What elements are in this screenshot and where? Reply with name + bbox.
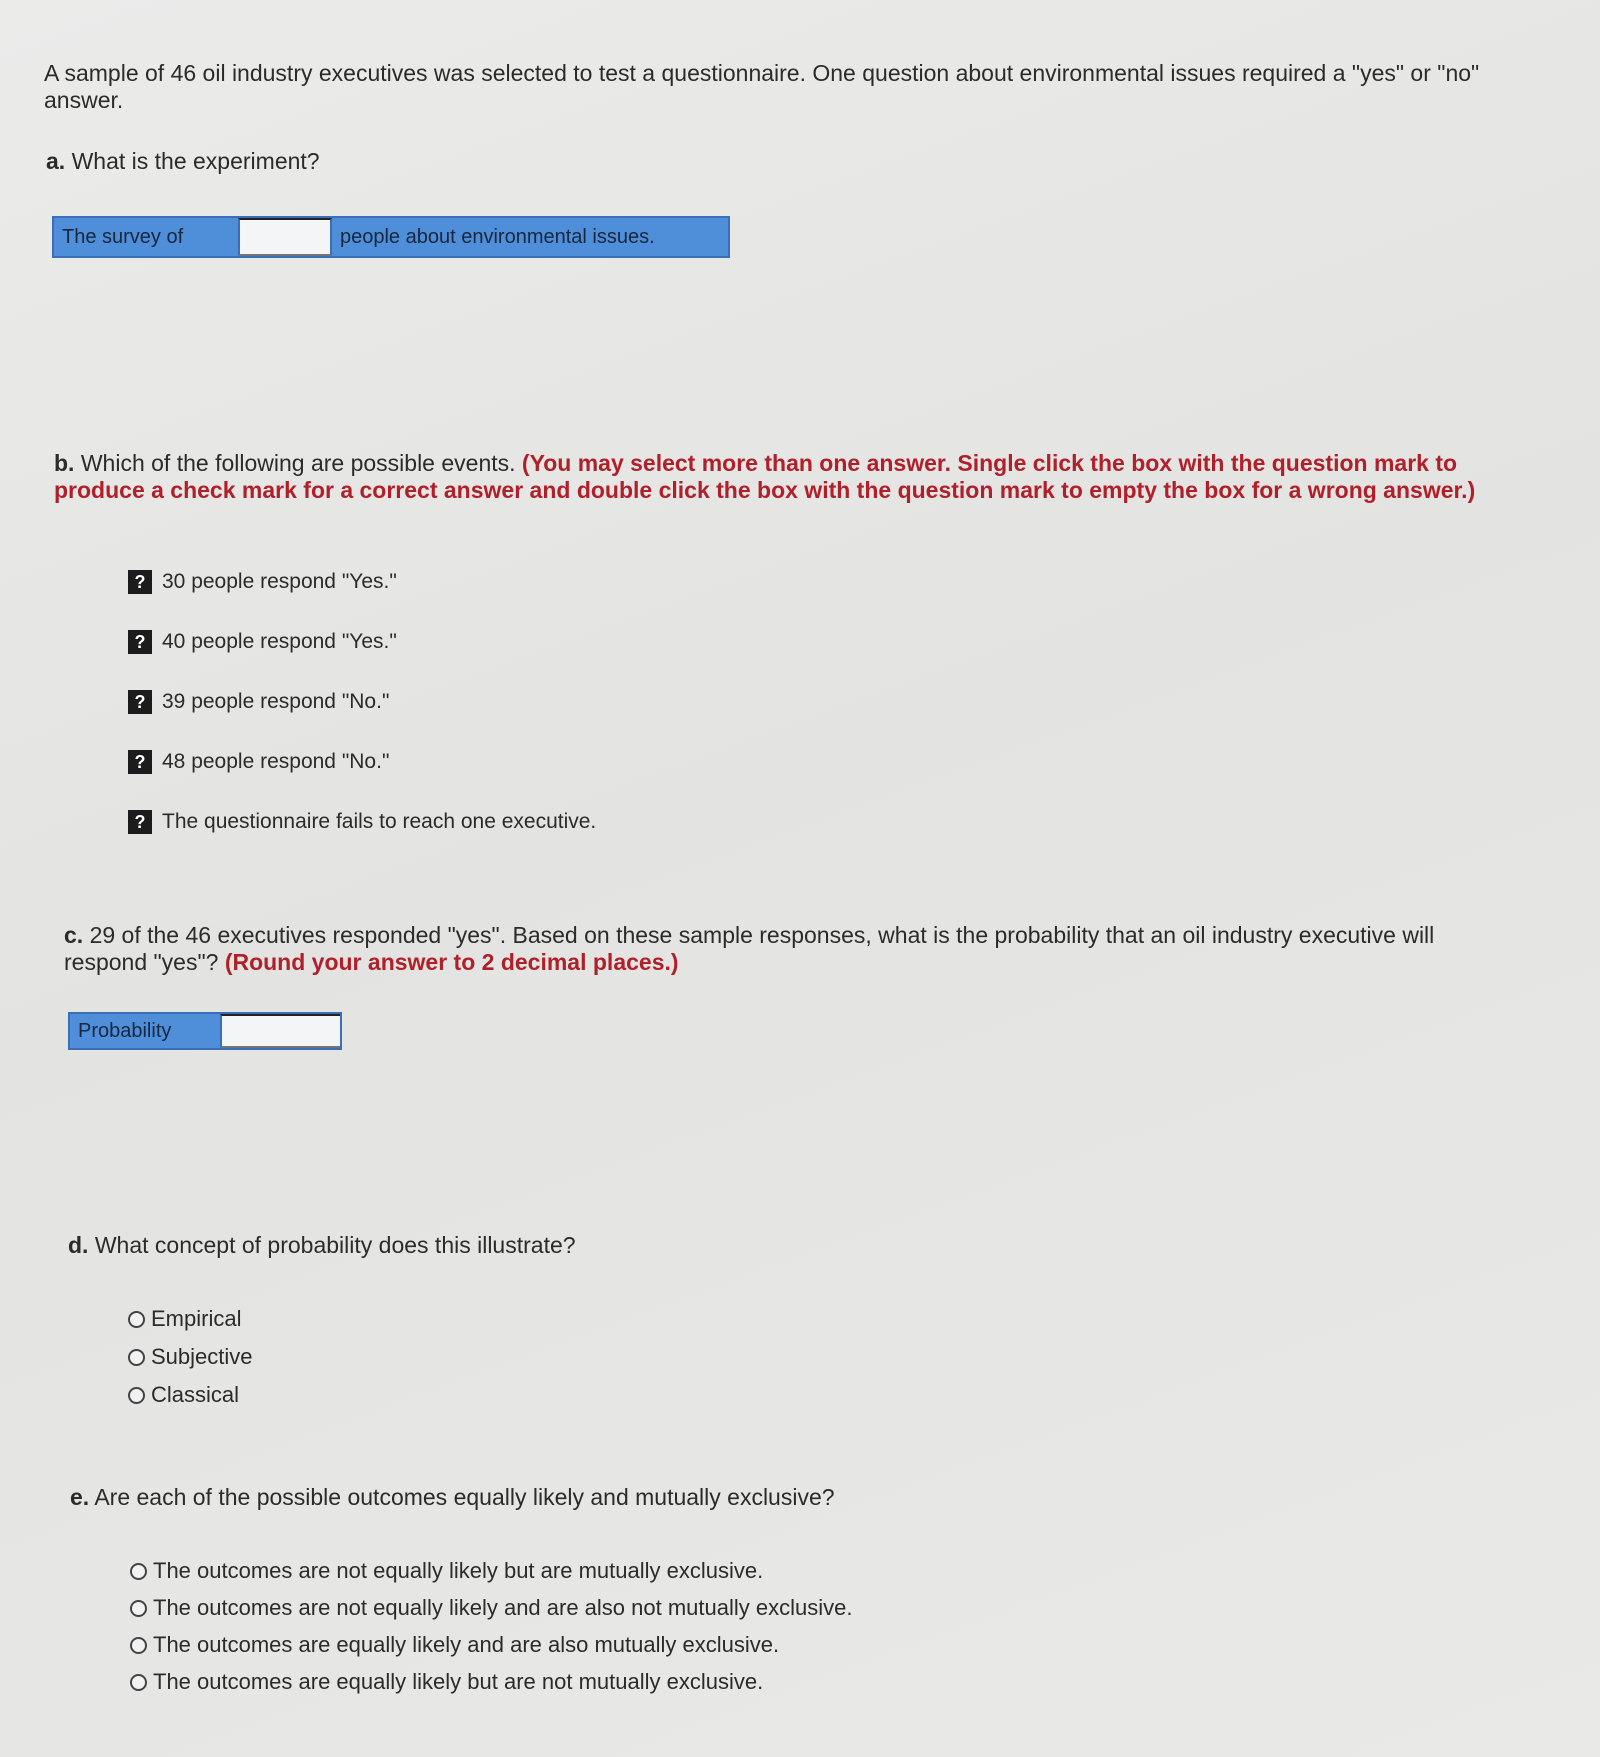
event-option-5[interactable]	[128, 810, 596, 834]
event-option-4[interactable]	[128, 750, 389, 774]
event-option-label: 30 people respond "Yes."	[162, 570, 397, 593]
part-e-letter: e.	[70, 1484, 90, 1510]
part-d-question	[68, 1232, 576, 1259]
concept-option-label: Classical	[151, 1382, 240, 1407]
part-a-text: What is the experiment?	[71, 148, 320, 174]
question-mark-checkbox[interactable]: ?	[128, 570, 152, 594]
part-a-letter: a.	[46, 148, 66, 174]
concept-option-classical[interactable]	[128, 1382, 239, 1408]
outcome-option-3[interactable]	[130, 1632, 779, 1658]
part-b-text: Which of the following are possible events.	[80, 450, 516, 476]
question-mark-checkbox[interactable]: ?	[128, 690, 152, 714]
radio-button[interactable]	[128, 1349, 145, 1366]
probability-label: Probability	[70, 1014, 220, 1048]
event-option-2[interactable]	[128, 630, 397, 654]
outcome-option-label: The outcomes are equally likely but are not mutually exclusive.	[153, 1669, 764, 1694]
part-d-letter: d.	[68, 1232, 89, 1258]
radio-button[interactable]	[130, 1674, 147, 1691]
radio-button[interactable]	[130, 1637, 147, 1654]
part-a-question	[46, 148, 320, 175]
event-option-3[interactable]	[128, 690, 389, 714]
part-c-text: 29 of the 46 executives responded "yes". Based on these sample responses, what is the probability that an oil industry executive will respond "yes"?	[64, 922, 1435, 975]
outcome-option-2[interactable]	[130, 1595, 852, 1621]
question-mark-checkbox[interactable]: ?	[128, 750, 152, 774]
event-option-label: 39 people respond "No."	[162, 690, 390, 713]
part-c-letter: c.	[64, 922, 84, 948]
part-b-instruction: (You may select more than one answer. Single click the box with the question mark to produce a check mark for a correct answer and double click the box with the question mark to empty the box for a wrong answer.)	[54, 450, 1476, 503]
question-mark-checkbox[interactable]: ?	[128, 810, 152, 834]
outcome-option-label: The outcomes are not equally likely but are mutually exclusive.	[153, 1558, 764, 1583]
part-b-question	[54, 450, 1494, 504]
problem-intro: A sample of 46 oil industry executives was selected to test a questionnaire. One question about environmental issues required a "yes" or "no" answer.	[44, 60, 1480, 113]
probability-input[interactable]	[220, 1014, 340, 1048]
part-e-text: Are each of the possible outcomes equally likely and mutually exclusive?	[94, 1484, 835, 1510]
concept-option-empirical[interactable]	[128, 1306, 241, 1332]
experiment-prefix: The survey of	[54, 218, 238, 256]
concept-option-subjective[interactable]	[128, 1344, 253, 1370]
event-option-label: 48 people respond "No."	[162, 750, 390, 773]
question-mark-checkbox[interactable]: ?	[128, 630, 152, 654]
part-c-instruction: (Round your answer to 2 decimal places.)	[224, 949, 679, 975]
outcome-option-label: The outcomes are not equally likely and are also not mutually exclusive.	[153, 1595, 853, 1620]
concept-option-label: Subjective	[151, 1344, 253, 1369]
concept-option-label: Empirical	[151, 1306, 242, 1331]
event-option-label: The questionnaire fails to reach one executive.	[162, 810, 597, 833]
outcome-option-label: The outcomes are equally likely and are also mutually exclusive.	[153, 1632, 780, 1657]
outcome-option-1[interactable]	[130, 1558, 763, 1584]
event-option-1[interactable]	[128, 570, 397, 594]
radio-button[interactable]	[128, 1387, 145, 1404]
experiment-suffix: people about environmental issues.	[332, 218, 728, 256]
part-b-letter: b.	[54, 450, 75, 476]
part-d-text: What concept of probability does this illustrate?	[94, 1232, 576, 1258]
radio-button[interactable]	[130, 1563, 147, 1580]
probability-answer-row	[68, 1012, 342, 1050]
event-option-label: 40 people respond "Yes."	[162, 630, 397, 653]
experiment-answer-row	[52, 216, 730, 258]
radio-button[interactable]	[130, 1600, 147, 1617]
experiment-count-input[interactable]	[238, 218, 332, 256]
outcome-option-4[interactable]	[130, 1669, 763, 1695]
part-e-question	[70, 1484, 835, 1511]
part-c-question	[64, 922, 1484, 976]
radio-button[interactable]	[128, 1311, 145, 1328]
